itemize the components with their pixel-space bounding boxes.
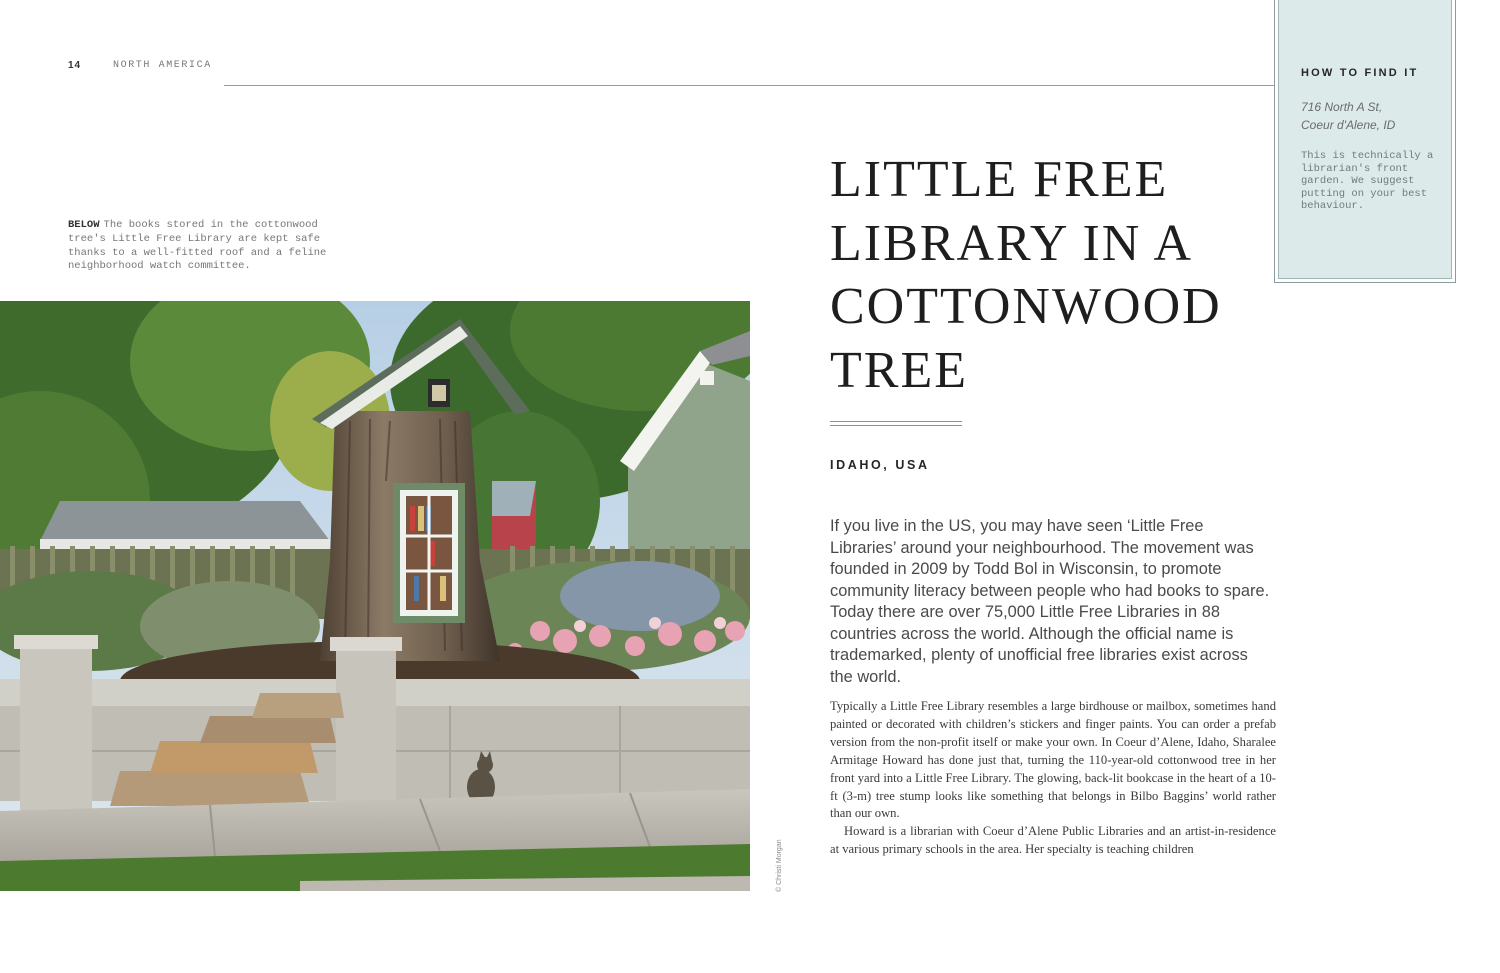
- caption-lead: BELOW: [68, 219, 100, 231]
- intro-paragraph: If you live in the US, you may have seen ‘Little Free Libraries’ around your neighbourhood. The movement was founded in 2009 by Todd Bol in Wisconsin, to promote community literacy between people who had books to spare. Today there are over 75,000 Little Free Libraries in 88 countries across the world. Although the official name is trademarked, plenty of unofficial free libraries exist across the world.: [830, 517, 1270, 686]
- sidebar-address: [1301, 98, 1441, 134]
- body-text: [830, 698, 1276, 859]
- tree-library-photo: [0, 301, 750, 891]
- caption-text: The books stored in the cottonwood tree's Little Free Library are kept safe thanks to a well-fitted roof and a feline neighborhood watch committee.: [68, 219, 327, 273]
- photo-caption: [68, 219, 358, 274]
- photo-illustration: [0, 301, 750, 891]
- sidebar-note: This is technically a librarian's front garden. We suggest putting on your best behaviour.: [1301, 150, 1434, 212]
- sidebar-heading: HOW TO FIND IT: [1301, 67, 1419, 79]
- body-paragraph-2: Howard is a librarian with Coeur d’Alene Public Libraries and an artist-in-residence at various primary schools in the area. Her specialty is teaching children: [830, 824, 1276, 857]
- header-rule: [224, 85, 1276, 86]
- photo-credit: © Christi Morgan: [776, 839, 783, 892]
- section-label: NORTH AMERICA: [113, 60, 212, 71]
- sidebar-panel: [1278, 0, 1452, 279]
- page-number: 14: [68, 60, 82, 71]
- article-title: LITTLE FREE LIBRARY IN A COTTONWOOD TREE: [830, 151, 1222, 399]
- title-rule: [830, 425, 962, 426]
- address-line-2: Coeur d'Alene, ID: [1301, 118, 1396, 132]
- location-label: IDAHO, USA: [830, 458, 930, 472]
- address-line-1: 716 North A St,: [1301, 100, 1383, 114]
- body-paragraph-1: Typically a Little Free Library resembles a large birdhouse or mailbox, sometimes hand painted or decorated with children’s stickers and finger paints. You can order a prefab version from the non-profit itself or make your own. In Coeur d’Alene, Idaho, Sharalee Armitage Howard has done just that, turning the 110-year-old cottonwood tree in her front yard into a Little Free Library. The glowing, back-lit bookcase in the heart of a 10-ft (3-m) tree stump looks like something that belongs in Bilbo Baggins’ world rather than our own.: [830, 699, 1276, 821]
- how-to-find-it-box: [1274, 0, 1456, 283]
- title-rule: [830, 421, 962, 422]
